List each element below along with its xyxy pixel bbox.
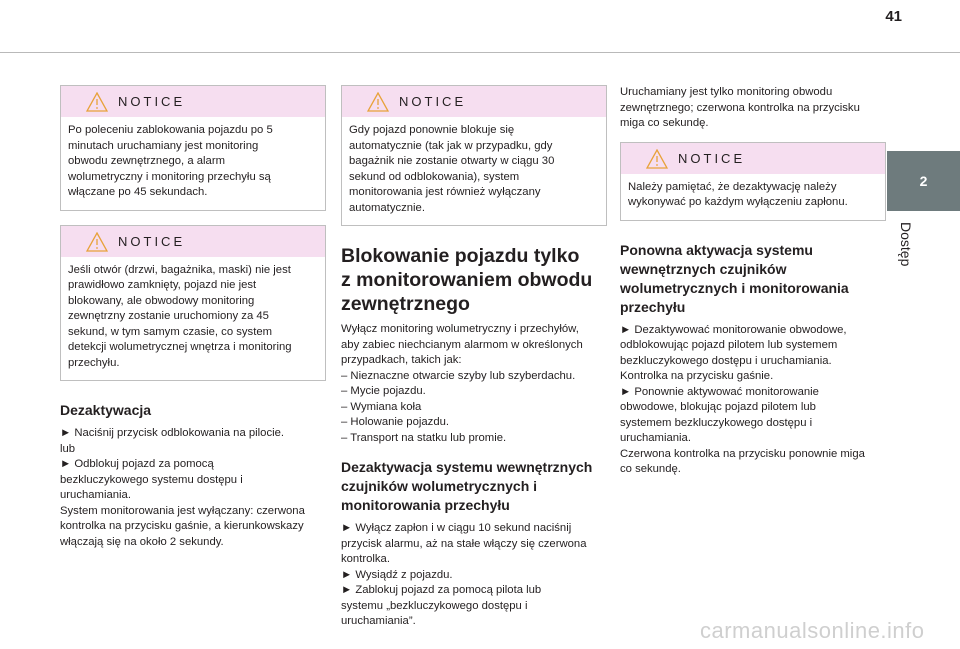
- section-body: [60, 426, 326, 550]
- text-line: bezkluczykowego dostępu i uruchamiania.: [620, 354, 832, 367]
- notice-body: [342, 117, 606, 225]
- text-line: Uruchamiany jest tylko monitoring obwodu: [620, 86, 833, 98]
- text-line: ► Dezaktywować monitorowanie obwodowe,: [620, 323, 847, 336]
- text-line: sekund od odblokowania), system: [349, 170, 520, 183]
- text-line: ► Odblokuj pojazd za pomocą: [60, 458, 214, 470]
- text-line: ► Wyłącz zapłon i w ciągu 10 sekund naciśnij: [341, 522, 572, 534]
- heading-line: Ponowna aktywacja systemu: [620, 241, 813, 258]
- notice-box: [60, 225, 326, 382]
- text-line: kontrolka na przycisku gaśnie, a kierunkowskazy: [60, 520, 304, 532]
- section-body: [620, 85, 886, 132]
- text-line: zewnętrznego; czerwona kontrolka na przycisku: [620, 101, 860, 114]
- text-line: zewnętrzny zostanie uruchomiony za 45: [68, 310, 269, 322]
- top-rule: [0, 52, 960, 53]
- text-line: automatycznie (tak jak w przypadku, gdy: [349, 139, 553, 152]
- column-1: [60, 85, 326, 550]
- notice-title: NOTICE: [399, 94, 467, 109]
- text-line: Wyłącz monitoring wolumetryczny i przechyłów,: [341, 323, 579, 335]
- text-line: prawidłowo zamknięty, pojazd nie jest: [68, 279, 257, 291]
- section-body: [620, 323, 886, 478]
- section-body: [341, 521, 607, 630]
- notice-box: [620, 142, 886, 221]
- text-line: Czerwona kontrolka na przycisku ponownie miga: [620, 447, 865, 460]
- text-line: Po poleceniu zablokowania pojazdu po 5: [68, 124, 273, 136]
- text-line: aby zabiec niechcianym alarmom w określonych: [341, 338, 583, 351]
- text-line: ► Ponownie aktywować monitorowanie: [620, 385, 819, 398]
- warning-icon: [367, 92, 389, 112]
- list-item: – Wymiana koła: [341, 400, 422, 413]
- list-item: – Mycie pojazdu.: [341, 385, 426, 397]
- heading-line: monitorowania przechyłu: [341, 497, 510, 513]
- watermark: carmanualsonline.info: [700, 618, 925, 643]
- text-line: bagażnik nie zostanie otwarty w ciągu 30: [349, 155, 555, 167]
- text-line: ► Wysiądź z pojazdu.: [341, 568, 453, 581]
- text-line: detekcji wolumetrycznej wnętrza i monitoring: [68, 341, 292, 353]
- heading-line: z monitorowaniem obwodu: [341, 269, 593, 291]
- section-heading: Dezaktywacja: [60, 402, 152, 418]
- notice-box: [341, 85, 607, 226]
- text-line: systemu „bezkluczykowego dostępu i: [341, 599, 528, 612]
- text-line: przechyłu.: [68, 356, 120, 369]
- text-line: uruchamiania.: [620, 432, 691, 444]
- warning-icon: [86, 92, 108, 112]
- notice-body: [621, 174, 885, 220]
- notice-title: NOTICE: [678, 150, 746, 166]
- notice-header: [342, 86, 606, 117]
- text-line: monitorowania jest również wyłączany: [349, 186, 541, 198]
- section-heading: [341, 458, 607, 515]
- heading-line: czujników wolumetrycznych i: [341, 478, 538, 494]
- notice-title: NOTICE: [118, 233, 186, 249]
- text-line: Należy pamiętać, że dezaktywację należy: [628, 180, 837, 193]
- column-2: [341, 85, 607, 630]
- notice-body: [61, 257, 325, 381]
- heading-line: zewnętrznego: [341, 293, 470, 315]
- text-line: System monitorowania jest wyłączany: czerwona: [60, 504, 305, 517]
- text-line: obwodowe, blokując pojazd pilotem lub: [620, 401, 816, 413]
- text-line: obwodu zewnętrznego, a alarm: [68, 155, 225, 167]
- main-heading: [341, 244, 607, 316]
- heading-line: wolumetrycznych i monitorowania: [620, 279, 849, 296]
- heading-line: Dezaktywacja systemu wewnętrznych: [341, 459, 593, 475]
- text-line: systemem bezkluczykowego dostępu i: [620, 416, 813, 429]
- list-item: – Nieznaczne otwarcie szyby lub szyberdachu.: [341, 369, 576, 382]
- text-line: ► Zablokuj pojazd za pomocą pilota lub: [341, 584, 542, 596]
- text-line: przycisk alarmu, aż na stałe włączy się czerwona: [341, 537, 587, 550]
- text-line: uruchamiania”.: [341, 615, 416, 627]
- text-line: sekund, w tym samym czasie, co system: [68, 325, 273, 338]
- text-line: lub: [60, 442, 76, 455]
- notice-header: [621, 143, 885, 174]
- text-line: wykonywać po każdym wyłączeniu zapłonu.: [628, 196, 848, 208]
- notice-body: [61, 117, 325, 210]
- list-item: – Transport na statku lub promie.: [341, 431, 507, 444]
- text-line: blokowany, ale obwodowy monitoring: [68, 294, 255, 307]
- text-line: ► Naciśnij przycisk odblokowania na pilocie.: [60, 427, 285, 439]
- column-3: [620, 85, 886, 478]
- warning-icon: [86, 232, 108, 252]
- text-line: wolumetryczny i monitoring przechyłu są: [68, 170, 271, 183]
- text-line: przypadkach, takich jak:: [341, 354, 462, 366]
- section-heading: [620, 241, 886, 317]
- text-line: Gdy pojazd ponownie blokuje się: [349, 124, 515, 136]
- chapter-tab[interactable]: [887, 151, 960, 211]
- notice-header: [61, 86, 325, 117]
- text-line: odblokowując pojazd pilotem lub systemem: [620, 339, 838, 351]
- notice-header: [61, 226, 325, 257]
- text-line: włączane po 45 sekundach.: [68, 186, 208, 198]
- heading-line: wewnętrznych czujników: [620, 260, 787, 277]
- heading-line: Blokowanie pojazdu tylko: [341, 245, 580, 267]
- chapter-title: Dostęp: [898, 222, 914, 267]
- notice-title: NOTICE: [118, 94, 186, 109]
- chapter-tab-number: 2: [919, 173, 928, 189]
- notice-box: [60, 85, 326, 211]
- section-body: [341, 322, 607, 446]
- page-number: 41: [885, 8, 902, 25]
- warning-icon: [646, 149, 668, 169]
- text-line: włączają się na około 2 sekundy.: [60, 535, 224, 548]
- heading-line: przechyłu: [620, 298, 686, 315]
- text-line: kontrolka.: [341, 553, 390, 565]
- text-line: automatycznie.: [349, 201, 425, 214]
- text-line: bezkluczykowego systemu dostępu i: [60, 473, 243, 486]
- text-line: Jeśli otwór (drzwi, bagażnika, maski) nie jest: [68, 263, 291, 276]
- text-line: minutach uruchamiany jest monitoring: [68, 139, 259, 152]
- text-line: uruchamiania.: [60, 489, 131, 501]
- list-item: – Holowanie pojazdu.: [341, 416, 450, 428]
- text-line: miga co sekundę.: [620, 117, 709, 129]
- text-line: co sekundę.: [620, 463, 681, 475]
- text-line: Kontrolka na przycisku gaśnie.: [620, 370, 774, 382]
